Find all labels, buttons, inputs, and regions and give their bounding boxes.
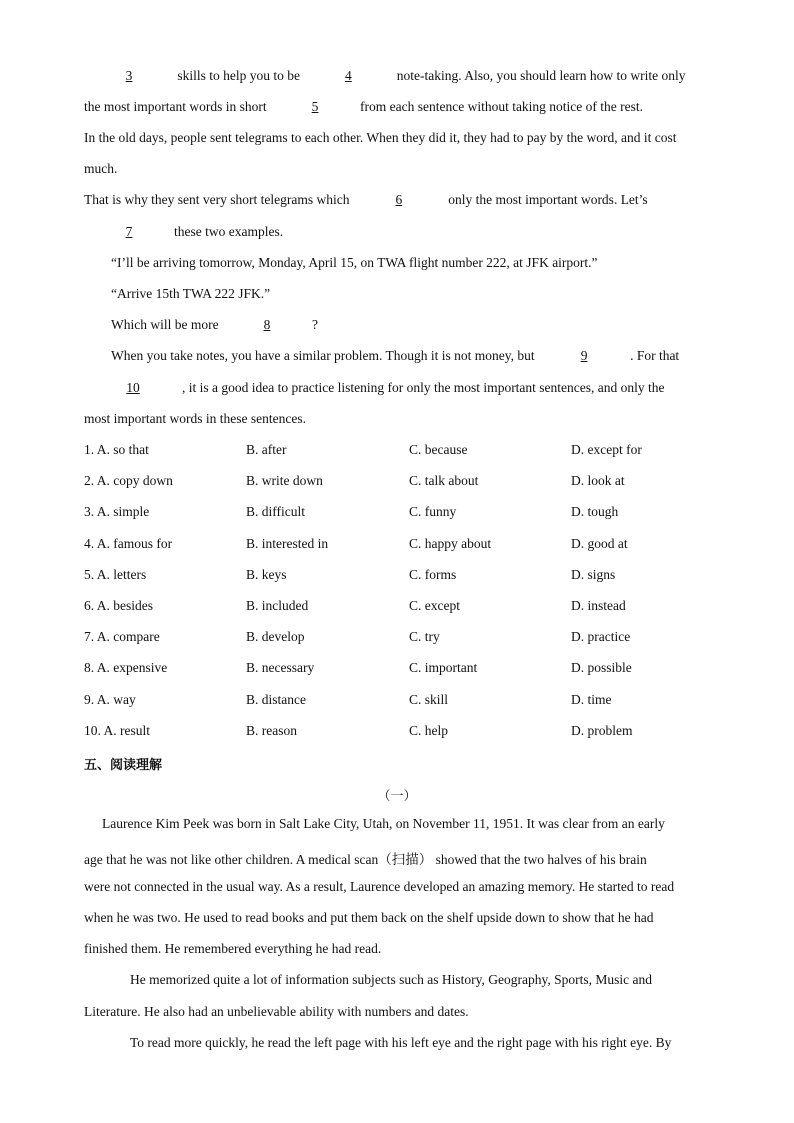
option-a: 3. A. simple — [84, 504, 150, 519]
passage-line-4: much. — [84, 161, 118, 176]
option-d: D. signs — [571, 567, 616, 582]
option-a: 1. A. so that — [84, 442, 149, 457]
option-b: B. write down — [246, 473, 323, 488]
reading-line-7: Literature. He also had an unbelievable ability with numbers and dates. — [84, 1004, 469, 1019]
option-c: C. important — [409, 660, 478, 675]
option-b: B. necessary — [246, 660, 315, 675]
reading-line-2: age that he was not like other children. A medical scan（扫描） showed that the two halves of his brain — [84, 852, 647, 867]
passage-line-9 — [111, 317, 318, 333]
blank-3: 3 — [125, 68, 133, 83]
blank-6: 6 — [395, 192, 403, 207]
option-a: 9. A. way — [84, 692, 136, 707]
option-d: D. problem — [571, 723, 633, 738]
passage-line-10 — [111, 348, 679, 364]
reading-line-4: when he was two. He used to read books and put them back on the shelf upside down to show that he had — [84, 910, 654, 925]
passage-line-1 — [84, 68, 685, 84]
option-c: C. skill — [409, 692, 449, 707]
passage-text: the most important words in short — [84, 99, 270, 114]
section-subtitle: （一） — [377, 789, 417, 804]
option-a: 10. A. result — [84, 723, 150, 738]
passage-text: ? — [311, 317, 318, 332]
option-b: B. keys — [246, 567, 287, 582]
passage-text: from each sentence without taking notice of the rest. — [360, 99, 644, 114]
option-a: 8. A. expensive — [84, 660, 168, 675]
option-b: B. difficult — [246, 504, 305, 519]
blank-9: 9 — [580, 348, 588, 363]
passage-line-2 — [84, 99, 643, 115]
passage-line-7: “I’ll be arriving tomorrow, Monday, April 15, on TWA flight number 222, at JFK airport.” — [111, 255, 598, 270]
option-c: C. happy about — [409, 536, 492, 551]
passage-line-11 — [84, 380, 665, 396]
passage-text: That is why they sent very short telegrams which — [84, 192, 353, 207]
passage-text: When you take notes, you have a similar problem. Though it is not money, but — [111, 348, 539, 363]
option-d: D. tough — [571, 504, 619, 519]
blank-8: 8 — [263, 317, 271, 332]
passage-line-8: “Arrive 15th TWA 222 JFK.” — [111, 286, 271, 301]
reading-line-3: were not connected in the usual way. As a result, Laurence developed an amazing memory. He started to read — [84, 879, 675, 894]
option-b: B. distance — [246, 692, 306, 707]
reading-line-6: He memorized quite a lot of information subjects such as History, Geography, Sports, Music and — [130, 972, 653, 987]
passage-line-6 — [84, 224, 283, 240]
blank-7: 7 — [125, 224, 133, 239]
passage-text: skills to help you to be — [174, 68, 304, 83]
option-c: C. try — [409, 629, 440, 644]
passage-text: note-taking. Also, you should learn how to write only — [393, 68, 686, 83]
option-c: C. forms — [409, 567, 457, 582]
option-c: C. funny — [409, 504, 457, 519]
option-d: D. instead — [571, 598, 626, 613]
option-d: D. possible — [571, 660, 632, 675]
option-d: D. look at — [571, 473, 625, 488]
blank-4: 4 — [345, 68, 352, 83]
passage-text: only the most important words. Let’s — [444, 192, 648, 207]
reading-line-1: Laurence Kim Peek was born in Salt Lake City, Utah, on November 11, 1951. It was clear from an early — [102, 816, 665, 831]
option-b: B. reason — [246, 723, 297, 738]
passage-text: Which will be more — [111, 317, 222, 332]
passage-line-12: most important words in these sentences. — [84, 411, 306, 426]
option-a: 7. A. compare — [84, 629, 160, 644]
option-b: B. included — [246, 598, 309, 613]
passage-line-5 — [84, 192, 648, 208]
option-a: 4. A. famous for — [84, 536, 173, 551]
passage-text: , it is a good idea to practice listening for only the most important sentences, and only the — [182, 380, 665, 395]
blank-5: 5 — [311, 99, 319, 114]
passage-text: . For that — [630, 348, 680, 363]
blank-10: 10 — [126, 380, 140, 395]
option-d: D. time — [571, 692, 612, 707]
option-d: D. practice — [571, 629, 631, 644]
option-b: B. after — [246, 442, 287, 457]
option-c: C. except — [409, 598, 460, 613]
option-d: D. except for — [571, 442, 642, 457]
option-a: 6. A. besides — [84, 598, 153, 613]
option-b: B. interested in — [246, 536, 329, 551]
passage-text: these two examples. — [174, 224, 284, 239]
option-c: C. talk about — [409, 473, 479, 488]
reading-line-5: finished them. He remembered everything he had read. — [84, 941, 382, 956]
passage-line-3: In the old days, people sent telegrams to each other. When they did it, they had to pay by the word, and it cost — [84, 130, 677, 145]
option-c: C. help — [409, 723, 448, 738]
option-b: B. develop — [246, 629, 305, 644]
option-a: 2. A. copy down — [84, 473, 173, 488]
option-c: C. because — [409, 442, 468, 457]
section-heading: 五、阅读理解 — [84, 758, 163, 773]
option-a: 5. A. letters — [84, 567, 147, 582]
option-d: D. good at — [571, 536, 628, 551]
reading-line-8: To read more quickly, he read the left page with his left eye and the right page with his right eye. By — [130, 1035, 672, 1050]
